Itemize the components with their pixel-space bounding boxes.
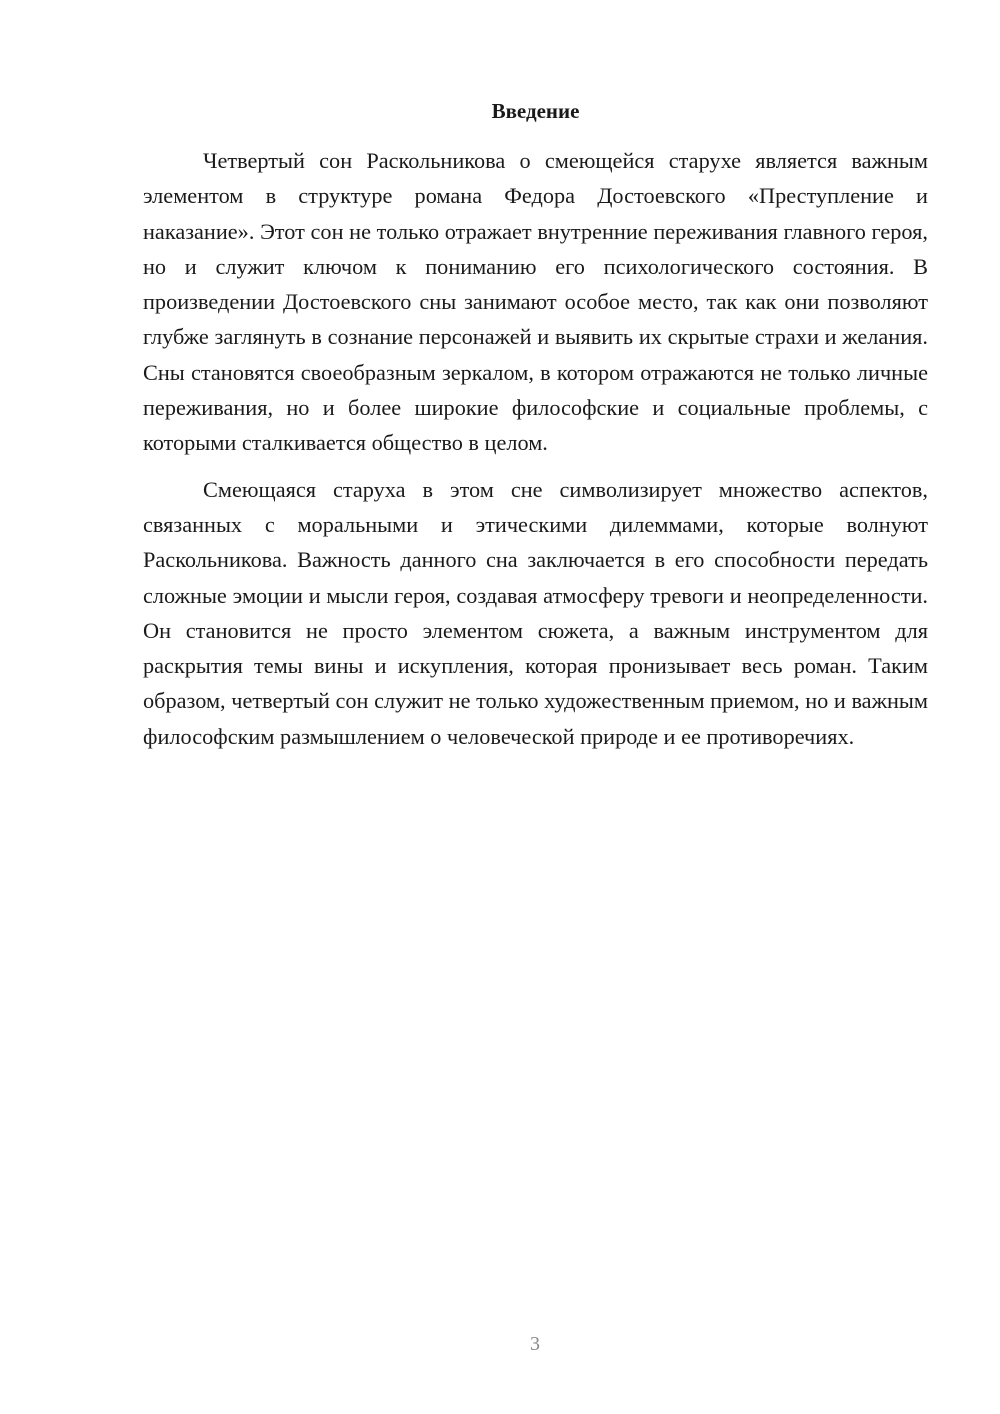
- section-title: Введение: [491, 99, 580, 123]
- paragraph-2: Смеющаяся старуха в этом сне символизирует множество аспектов, связанных с моральными и этическими дилеммами, которые волнуют Раскольникова. Важность данного сна заключается в его способности передать сложные эмоции и мысли героя, создавая атмосферу тревоги и неопределенности. Он становится не просто элементом сюжета, а важным инструментом для раскрытия темы вины и искупления, которая пронизывает весь роман. Таким образом, четвертый сон служит не только художественным приемом, но и важным философским размышлением о человеческой природе и ее противоречиях.: [143, 476, 928, 749]
- page-number: 3: [530, 1333, 540, 1355]
- page-content: [143, 96, 928, 754]
- paragraph-1: Четвертый сон Раскольникова о смеющейся старухе является важным элементом в структуре романа Федора Достоевского «Преступление и наказание». Этот сон не только отражает внутренние переживания главного героя, но и служит ключом к пониманию его психологического состояния. В произведении Достоевского сны занимают особое место, так как они позволяют глубже заглянуть в сознание персонажей и выявить их скрытые страхи и желания. Сны становятся своеобразным зеркалом, в котором отражаются не только личные переживания, но и более широкие философские и социальные проблемы, с которыми сталкивается общество в целом.: [143, 148, 928, 456]
